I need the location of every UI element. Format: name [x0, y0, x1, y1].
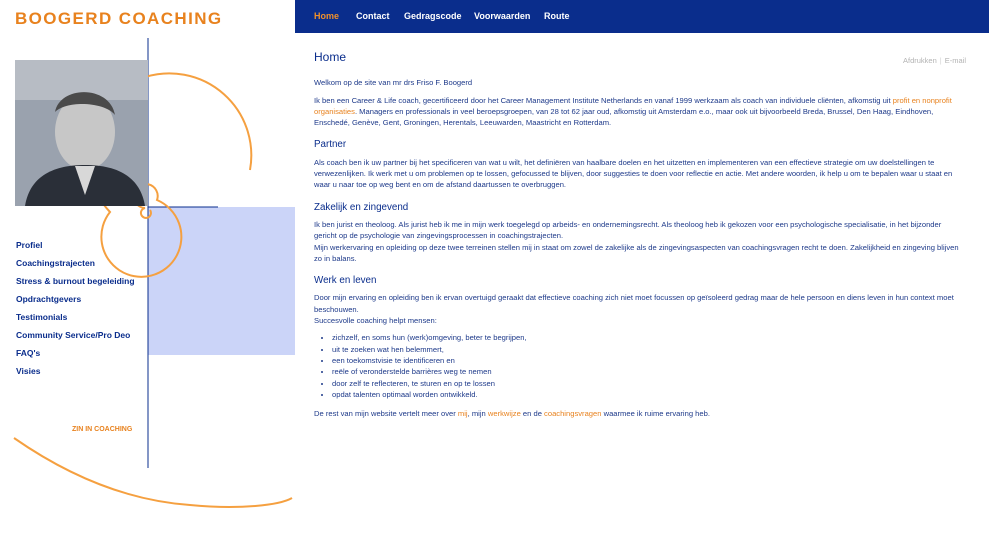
- mij-link[interactable]: mij: [457, 409, 468, 419]
- list-item: • reële of veronderstelde barrières weg te nemen: [332, 366, 966, 377]
- heading-partner: Partner: [314, 139, 347, 151]
- heading-zakelijk: Zakelijk en zingevend: [314, 201, 409, 213]
- intro-paragraph: [314, 95, 966, 129]
- nav-home[interactable]: Home: [314, 11, 340, 21]
- portrait-illustration: [15, 60, 148, 206]
- portrait-photo: [15, 60, 148, 206]
- blue-block: [148, 207, 295, 355]
- zakelijk-text-1: Ik ben jurist en theoloog. Als jurist heb ik me in mijn werk toegelegd op arbeids- en ondernemingsrecht. Als theoloog heb ik gekozen voor een psychologische specialisatie, in het bijzonder gericht op de psychologie van zingevingsprocessen in coachingstrajecten.: [314, 219, 942, 241]
- zakelijk-text-2: Mijn werkervaring en opleiding op deze twee terreinen stellen mij in staat om zowel de zakelijke als de zingevingsaspecten van coachingsvragen recht te doen. Zakelijkheid en zingeving blijven zo in balans.: [314, 242, 959, 263]
- nav-voorwaarden[interactable]: Voorwaarden: [474, 11, 531, 21]
- list-item: • opdat talenten optimaal worden ontwikkeld.: [332, 389, 966, 400]
- side-nav-community-service[interactable]: Community Service/Pro Deo: [16, 330, 131, 340]
- side-nav-profiel[interactable]: Profiel: [16, 240, 43, 250]
- partner-paragraph: Als coach ben ik uw partner bij het specificeren van wat u wilt, het definiëren van haalbare doelen en het uitzetten en implementeren van een effectieve strategie om uw doelstellingen te verwezenlijken. Ik werk met u om problemen op te lossen, gefocussed te blijven, door suggesties te doen voor reflectie en actie. Met andere woorden, ik help u om te bepalen waar u staat en waar u naar toe op weg bent en om de afstand daartussen te overbruggen.: [314, 157, 953, 190]
- site-logo[interactable]: BOOGERD COACHING: [15, 9, 223, 28]
- intro-text-b: . Managers en professionals in veel beroepsgroepen, van 28 tot 62 jaar oud, afkomstig uit Amsterdam e.o., maar ook uit bijvoorbeeld Breda, Brussel, Den Haag, Eindhoven, Enschedé, Genève, Gent, Groningen, Herentals, Leeuwarden, Maastricht en Rotterdam.: [314, 106, 934, 128]
- werkwijze-link[interactable]: werkwijze: [487, 409, 521, 419]
- welcome-text: Welkom op de site van mr drs Friso F. Boogerd: [314, 78, 473, 88]
- werk-text-2: Succesvolle coaching helpt mensen:: [314, 316, 437, 326]
- zakelijk-paragraph: [314, 219, 966, 264]
- nav-route[interactable]: Route: [544, 11, 570, 21]
- closing-text-a: De rest van mijn website vertelt meer over: [314, 409, 458, 419]
- email-link[interactable]: E-mail: [944, 56, 966, 65]
- side-nav-testimonials[interactable]: Testimonials: [16, 312, 68, 322]
- werk-text-1: Door mijn ervaring en opleiding ben ik ervan overtuigd geraakt dat effectieve coaching zich niet moet focussen op geïsoleerd gedrag maar de hele persoon en diens leven in hun context moet beschouwen.: [314, 293, 954, 314]
- closing-text-d: waarmee ik ruime ervaring heb.: [601, 409, 710, 419]
- coachingsvragen-link[interactable]: coachingsvragen: [544, 409, 602, 419]
- benefits-list: [314, 332, 966, 400]
- side-nav-coachingstrajecten[interactable]: Coachingstrajecten: [16, 258, 95, 268]
- closing-text-b: , mijn: [467, 409, 488, 419]
- list-item: • door zelf te reflecteren, te sturen en op te lossen: [332, 378, 966, 389]
- page-title: Home: [314, 50, 347, 64]
- heading-werk-leven: Werk en leven: [314, 275, 377, 287]
- side-nav-visies[interactable]: Visies: [16, 366, 41, 376]
- list-item: • uit te zoeken wat hen belemmert,: [332, 344, 966, 355]
- print-link[interactable]: Afdrukken: [903, 56, 937, 65]
- top-navigation: [295, 0, 989, 33]
- side-navigation: [16, 240, 141, 384]
- nav-contact[interactable]: Contact: [356, 11, 390, 21]
- tagline: ZIN IN COACHING: [72, 426, 133, 433]
- main-content: [314, 52, 966, 425]
- werk-paragraph: [314, 292, 966, 326]
- closing-paragraph: [314, 408, 966, 419]
- nav-gedragscode[interactable]: Gedragscode: [404, 11, 462, 21]
- closing-text-c: en de: [520, 409, 545, 419]
- list-item: • een toekomstvisie te identificeren en: [332, 355, 966, 366]
- side-nav-stress-burnout[interactable]: Stress & burnout begeleiding: [16, 276, 135, 286]
- list-item: • zichzelf, en soms hun (werk)omgeving, beter te begrijpen,: [332, 332, 966, 343]
- intro-text-a: Ik ben een Career & Life coach, gecertificeerd door het Career Management Institute Netherlands en vanaf 1999 werkzaam als coach van individuele cliënten, afkomstig uit: [314, 95, 893, 105]
- profit-nonprofit-link[interactable]: profit en nonprofit organisaties: [314, 95, 952, 116]
- utility-separator: |: [939, 56, 942, 65]
- side-nav-opdrachtgevers[interactable]: Opdrachtgevers: [16, 294, 82, 304]
- side-nav-faqs[interactable]: FAQ's: [16, 348, 41, 358]
